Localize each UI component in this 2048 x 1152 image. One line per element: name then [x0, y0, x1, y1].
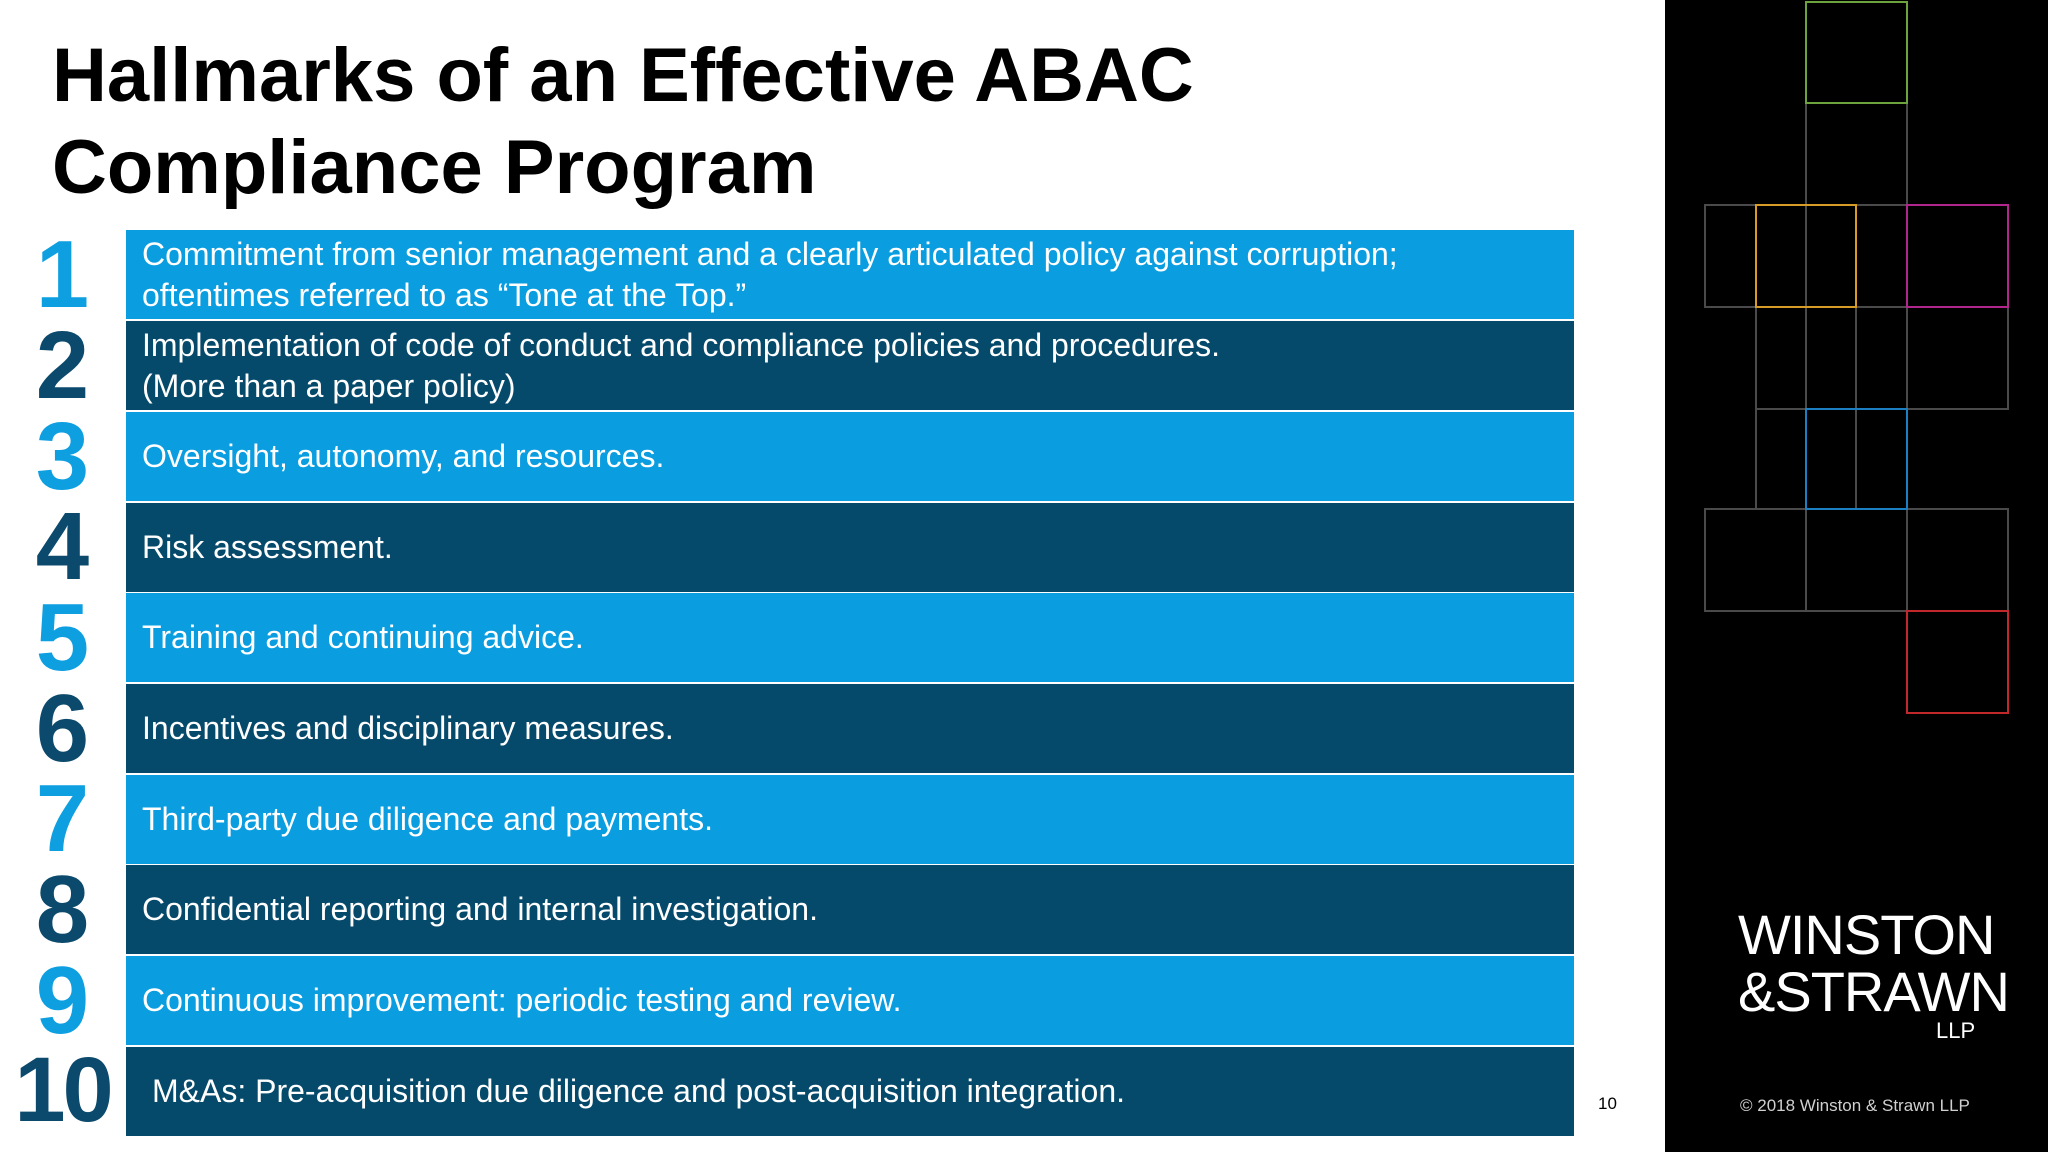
slide-title: Hallmarks of an Effective ABAC Compliance Program — [52, 33, 1194, 210]
number-3: 3 — [35, 403, 90, 510]
grid-cell — [1806, 205, 1856, 307]
number-2: 2 — [35, 312, 90, 419]
list-item-text: Incentives and disciplinary measures. — [142, 710, 674, 746]
copyright: © 2018 Winston & Strawn LLP — [1740, 1096, 1970, 1115]
list-item-text: M&As: Pre-acquisition due diligence and post-acquisition integration. — [152, 1073, 1125, 1109]
list-item-text: Continuous improvement: periodic testing and review. — [142, 982, 902, 1018]
list-item — [126, 412, 1574, 501]
list-item — [126, 956, 1574, 1045]
list-item — [126, 321, 1574, 410]
grid-cell — [1806, 103, 1907, 205]
logo-winston: WINSTON — [1738, 903, 1995, 966]
list-item-text: Commitment from senior management and a clearly articulated policy against corruption; oftentimes referred to as “Tone at the Top.” — [142, 235, 1398, 313]
number-7: 7 — [35, 765, 90, 872]
list-item-text: Confidential reporting and internal investigation. — [142, 891, 818, 927]
grid-cell-magenta — [1907, 205, 2008, 307]
list-item — [126, 230, 1574, 319]
list-item-text: Risk assessment. — [142, 529, 393, 565]
grid-cell — [1806, 509, 1907, 611]
list-item-text: Oversight, autonomy, and resources. — [142, 438, 665, 474]
list-item-text: Implementation of code of conduct and compliance policies and procedures. (More than a paper policy) — [142, 326, 1220, 404]
list-item — [126, 865, 1574, 954]
number-8: 8 — [35, 856, 90, 963]
list-item — [126, 684, 1574, 773]
grid-cell — [1705, 509, 1806, 611]
list-item — [126, 503, 1574, 592]
list-item — [126, 775, 1574, 864]
list-item — [126, 1047, 1574, 1136]
grid-cell-red — [1907, 611, 2008, 713]
number-9: 9 — [35, 947, 90, 1054]
grid-cell — [1756, 409, 1806, 509]
grid-cell-green — [1806, 2, 1907, 103]
number-6: 6 — [35, 675, 90, 782]
list-item-text: Training and continuing advice. — [142, 619, 584, 655]
number-4: 4 — [35, 493, 90, 600]
grid-cell — [1907, 307, 2008, 409]
grid-cell — [1856, 307, 1907, 409]
grid-cell — [1856, 409, 1907, 509]
logo-strawn: &STRAWN — [1738, 960, 2009, 1023]
grid-cell — [1756, 307, 1806, 409]
logo-llp: LLP — [1936, 1018, 1976, 1043]
number-10: 10 — [14, 1039, 111, 1141]
page-number: 10 — [1598, 1094, 1617, 1113]
number-1: 1 — [35, 221, 90, 328]
side-panel — [1665, 0, 2048, 1152]
grid-cell — [1705, 205, 1756, 307]
grid-cell — [1907, 509, 2008, 611]
list-item-text: Third-party due diligence and payments. — [142, 801, 713, 837]
list-item — [126, 593, 1574, 682]
number-5: 5 — [35, 584, 90, 691]
